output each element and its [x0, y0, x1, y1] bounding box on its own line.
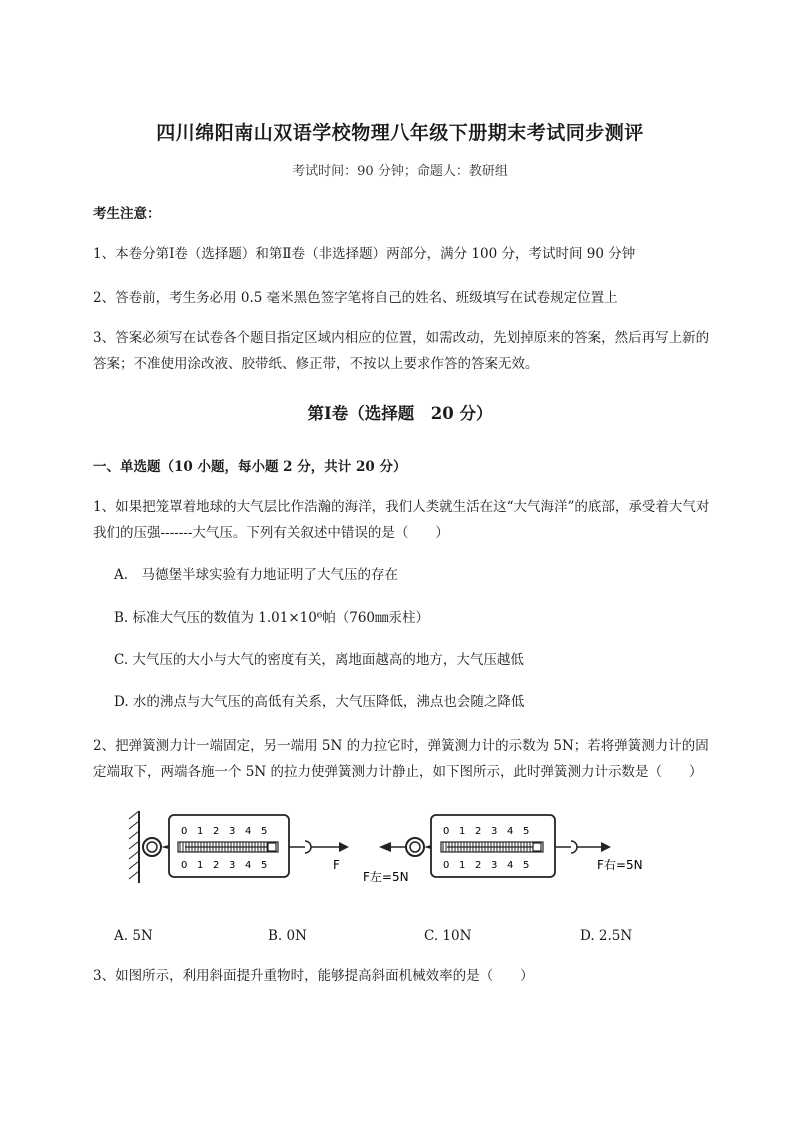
notice-heading: 考生注意：	[93, 206, 161, 222]
question-1-stem: 1、如果把笼罩着地球的大气层比作浩瀚的海洋，我们人类就生活在这“大气海洋”的底部，承受着大气对我们的压强-------大气压。下列有关叙述中错误的是（ ）	[93, 499, 710, 541]
tick-5: 5	[261, 826, 268, 837]
tick-1: 1	[197, 860, 204, 871]
tick-2: 2	[213, 826, 220, 837]
tick-0: 0	[443, 860, 450, 871]
question-1-option-c: C. 大气压的大小与大气的密度有关，离地面越高的地方，大气压越低	[114, 652, 524, 668]
question-1-option-b: B. 标准大气压的数值为 1.01×10⁶帕（760㎜汞柱）	[114, 610, 430, 626]
exam-info: 考试时间：90 分钟；命题人：教研组	[292, 164, 508, 179]
question-2-stem: 2、把弹簧测力计一端固定，另一端用 5N 的力拉它时，弹簧测力计的示数为 5N；若将弹簧测力计的固定端取下，两端各施一个 5N 的拉力使弹簧测力计静止，如下图所示，此时弹簧测力计示数是（ ）	[93, 738, 709, 780]
spring-scale-left	[143, 815, 349, 877]
force-label-left: F左=5N	[363, 870, 409, 884]
tick-5: 5	[523, 826, 530, 837]
question-2-answer-a: A. 5N	[114, 928, 153, 944]
tick-4: 4	[245, 826, 252, 837]
question-1-option-a: A. 马德堡半球实验有力地证明了大气压的存在	[114, 567, 399, 583]
tick-3: 3	[491, 860, 498, 871]
question-2-answer-d: D. 2.5N	[580, 928, 633, 944]
force-label-f: F	[333, 858, 340, 872]
tick-4: 4	[245, 860, 252, 871]
fixed-wall	[129, 811, 139, 883]
tick-2: 2	[475, 826, 482, 837]
notice-item-3: 3、答案必须写在试卷各个题目指定区域内相应的位置，如需改动，先划掉原来的答案，然后再写上新的答案；不准使用涂改液、胶带纸、修正带，不按以上要求作答的答案无效。	[93, 330, 710, 372]
tick-0: 0	[181, 860, 188, 871]
question-3-stem: 3、如图所示，利用斜面提升重物时，能够提高斜面机械效率的是（ ）	[93, 968, 534, 984]
tick-2: 2	[213, 860, 220, 871]
tick-5: 5	[523, 860, 530, 871]
tick-1: 1	[197, 826, 204, 837]
question-group-heading: 一、单选题（10 小题，每小题 2 分，共计 20 分）	[93, 459, 407, 475]
force-label-right: F右=5N	[597, 858, 643, 872]
notice-item-1: 1、本卷分第Ⅰ卷（选择题）和第Ⅱ卷（非选择题）两部分，满分 100 分，考试时间 90 分钟	[93, 246, 636, 262]
page-title: 四川绵阳南山双语学校物理八年级下册期末考试同步测评	[156, 122, 644, 144]
tick-3: 3	[491, 826, 498, 837]
question-2-answer-b: B. 0N	[268, 928, 307, 944]
tick-0: 0	[181, 826, 188, 837]
tick-4: 4	[507, 826, 514, 837]
notice-item-2: 2、答卷前，考生务必用 0.5 毫米黑色签字笔将自己的姓名、班级填写在试卷规定位置上	[93, 290, 618, 306]
section-title: 第Ⅰ卷（选择题 20 分）	[307, 404, 493, 423]
tick-5: 5	[261, 860, 268, 871]
tick-1: 1	[459, 826, 466, 837]
spring-scale-right	[363, 815, 643, 884]
spring-scale-figure	[125, 805, 685, 890]
tick-4: 4	[507, 860, 514, 871]
tick-2: 2	[475, 860, 482, 871]
tick-0: 0	[443, 826, 450, 837]
question-1-option-d: D. 水的沸点与大气压的高低有关系，大气压降低，沸点也会随之降低	[114, 694, 525, 710]
tick-1: 1	[459, 860, 466, 871]
question-2-answer-c: C. 10N	[424, 928, 472, 944]
tick-3: 3	[229, 826, 236, 837]
tick-3: 3	[229, 860, 236, 871]
